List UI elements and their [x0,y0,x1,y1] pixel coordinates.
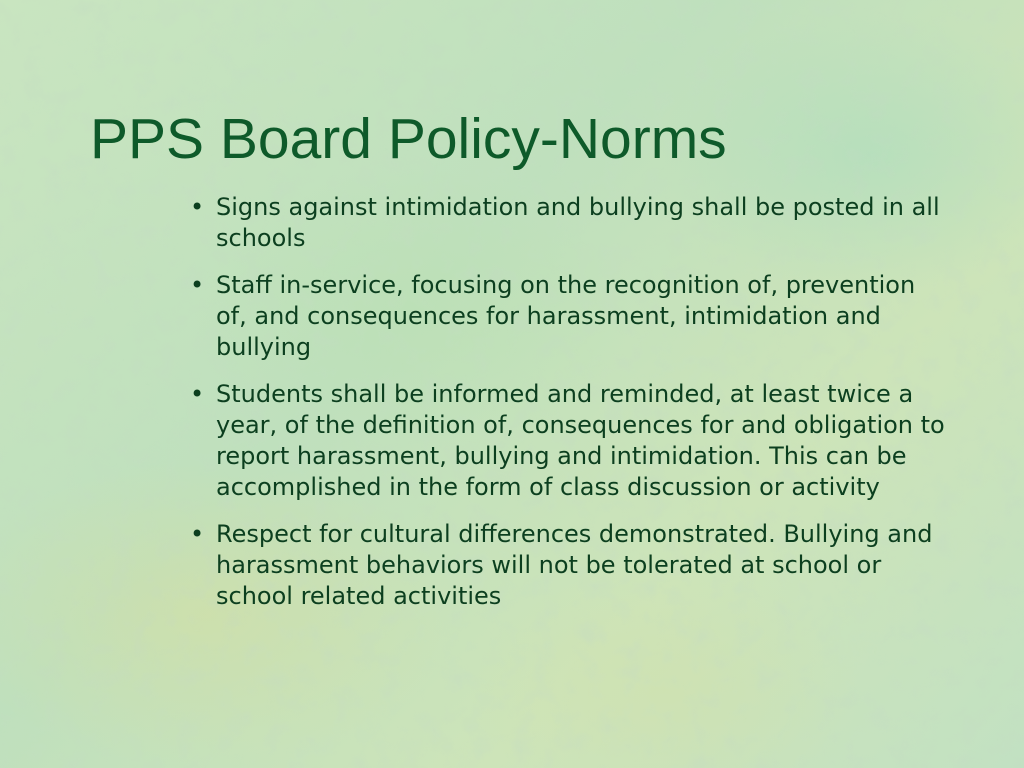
bullet-item [190,192,950,254]
slide-title: PPS Board Policy-Norms [90,107,727,171]
bullet-item [190,270,950,363]
bullet-text: Students shall be informed and reminded, at least twice a year, of the definition of, consequences for and obligation to report harassment, bullying and intimidation. This can be accomplished in the form of class discussion or activity [216,380,945,501]
bullet-dot-icon: • [190,193,205,221]
bullet-dot-icon: • [190,380,205,408]
bullet-item [190,379,950,503]
bullet-text: Staff in-service, focusing on the recognition of, prevention of, and consequences for harassment, intimidation and bullying [216,271,916,361]
bullet-list [190,192,950,628]
bullet-text: Signs against intimidation and bullying shall be posted in all schools [216,193,940,252]
bullet-dot-icon: • [190,520,205,548]
bullet-text: Respect for cultural differences demonstrated. Bullying and harassment behaviors will not be tolerated at school or school related activities [216,520,933,610]
bullet-item [190,519,950,612]
bullet-dot-icon: • [190,271,205,299]
